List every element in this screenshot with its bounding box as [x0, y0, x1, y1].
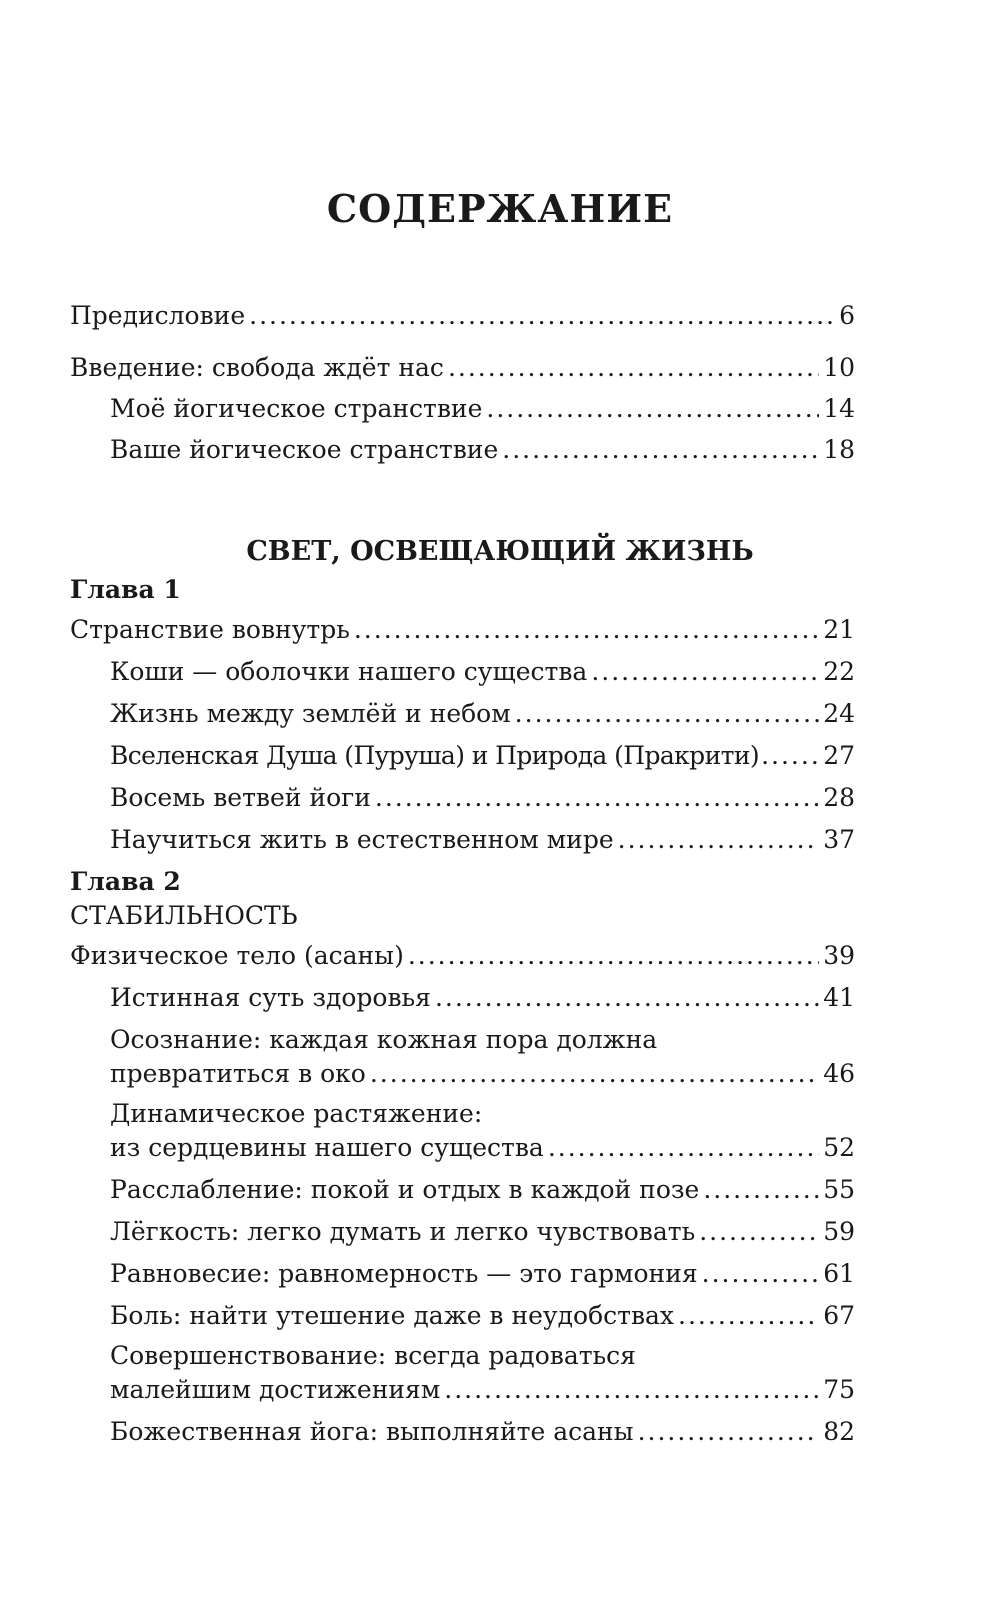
- toc-entry[interactable]: [110, 982, 855, 1014]
- toc-entry-page: 75: [823, 1375, 855, 1404]
- toc-entry[interactable]: [110, 740, 855, 772]
- toc-entry-page: 18: [823, 435, 855, 464]
- toc-entry-page: 67: [823, 1301, 855, 1330]
- toc-entry-label: Научиться жить в естественном мире: [110, 825, 614, 854]
- toc-entry-label: Восемь ветвей йоги: [110, 783, 371, 812]
- toc-entry-label: малейшим достижениям: [110, 1375, 441, 1404]
- toc-entry-label: Физическое тело (асаны): [70, 941, 404, 970]
- toc-entry[interactable]: [110, 1374, 855, 1406]
- toc-entry-label: Боль: найти утешение даже в неудобствах: [110, 1301, 675, 1330]
- leader-dots: [678, 1300, 819, 1332]
- leader-dots: [370, 1058, 819, 1090]
- page-title: СОДЕРЖАНИЕ: [326, 186, 674, 231]
- leader-dots: [638, 1416, 820, 1448]
- toc-entry-label-line1: Осознание: каждая кожная пора должна: [110, 1025, 658, 1054]
- leader-dots: [618, 824, 820, 856]
- toc-entry-label: превратиться в око: [110, 1059, 366, 1088]
- leader-dots: [375, 782, 819, 814]
- toc-entry[interactable]: [110, 1058, 855, 1090]
- toc-entry-page: 22: [823, 657, 855, 686]
- toc-entry[interactable]: [70, 352, 855, 384]
- toc-entry-label-line1: Динамическое растяжение:: [110, 1099, 483, 1128]
- toc-entry-label: Коши — оболочки нашего существа: [110, 657, 588, 686]
- toc-entry-label: Божественная йога: выполняйте асаны: [110, 1417, 634, 1446]
- toc-entry-page: 61: [823, 1259, 855, 1288]
- toc-entry-label: Ваше йогическое странствие: [110, 435, 499, 464]
- toc-entry-page: 24: [823, 699, 855, 728]
- toc-entry[interactable]: [110, 782, 855, 814]
- toc-entry-page: 21: [823, 615, 855, 644]
- toc-entry[interactable]: [70, 940, 855, 972]
- leader-dots: [515, 698, 820, 730]
- toc-entry-label: Истинная суть здоровья: [110, 983, 431, 1012]
- toc-entry[interactable]: [110, 1216, 855, 1248]
- toc-entry-label: Расслабление: покой и отдых в каждой позе: [110, 1175, 700, 1204]
- toc-entry[interactable]: [70, 300, 855, 332]
- toc-entry-label: Вселенская Душа (Пуруша) и Природа (Пракрити): [110, 741, 760, 770]
- toc-entry[interactable]: [110, 1416, 855, 1448]
- toc-entry-page: 55: [823, 1175, 855, 1204]
- leader-dots: [408, 940, 819, 972]
- toc-entry[interactable]: [110, 1300, 855, 1332]
- toc-entry-label: Странствие вовнутрь: [70, 615, 350, 644]
- toc-entry-page: 59: [823, 1217, 855, 1246]
- toc-entry-label: Моё йогическое странствие: [110, 394, 483, 423]
- leader-dots: [703, 1174, 819, 1206]
- toc-entry-page: 10: [823, 353, 855, 382]
- toc-entry[interactable]: [110, 1174, 855, 1206]
- toc-entry[interactable]: [110, 656, 855, 688]
- leader-dots: [591, 656, 819, 688]
- toc-entry-page: 52: [823, 1133, 855, 1162]
- leader-dots: [502, 434, 819, 466]
- leader-dots: [699, 1216, 819, 1248]
- toc-entry[interactable]: [110, 393, 855, 425]
- leader-dots: [448, 352, 819, 384]
- toc-entry-label: Предисловие: [70, 301, 246, 330]
- toc-entry-page: 39: [823, 941, 855, 970]
- toc-entry[interactable]: [110, 698, 855, 730]
- chapter-label: Глава 2: [70, 867, 181, 896]
- leader-dots: [444, 1374, 819, 1406]
- toc-entry-page: 46: [823, 1059, 855, 1088]
- toc-entry[interactable]: [110, 1258, 855, 1290]
- chapter-label: Глава 1: [70, 575, 181, 604]
- leader-dots: [435, 982, 819, 1014]
- toc-entry-page: 6: [839, 301, 855, 330]
- leader-dots: [486, 393, 819, 425]
- toc-entry-page: 14: [823, 394, 855, 423]
- toc-entry-label: Равновесие: равномерность — это гармония: [110, 1259, 698, 1288]
- toc-entry-label-line1: Совершенствование: всегда радоваться: [110, 1341, 636, 1370]
- toc-entry-label: Жизнь между землёй и небом: [110, 699, 511, 728]
- toc-entry-page: 28: [823, 783, 855, 812]
- toc-entry-label: Лёгкость: легко думать и легко чувствовать: [110, 1217, 696, 1246]
- toc-entry-label: из сердцевины нашего существа: [110, 1133, 544, 1162]
- toc-entry[interactable]: [70, 614, 855, 646]
- part-title: СВЕТ, ОСВЕЩАЮЩИЙ ЖИЗНЬ: [246, 536, 754, 567]
- toc-entry-page: 27: [823, 741, 855, 770]
- toc-entry[interactable]: [110, 1132, 855, 1164]
- toc-entry-page: 37: [823, 825, 855, 854]
- leader-dots: [761, 740, 821, 772]
- toc-entry-page: 41: [823, 983, 855, 1012]
- toc-entry[interactable]: [110, 824, 855, 856]
- leader-dots: [354, 614, 819, 646]
- toc-entry-page: 82: [823, 1417, 855, 1446]
- leader-dots: [249, 300, 835, 332]
- leader-dots: [702, 1258, 820, 1290]
- leader-dots: [548, 1132, 819, 1164]
- toc-entry[interactable]: [110, 434, 855, 466]
- chapter-subtitle: СТАБИЛЬНОСТЬ: [70, 901, 298, 930]
- toc-entry-label: Введение: свобода ждёт нас: [70, 353, 444, 382]
